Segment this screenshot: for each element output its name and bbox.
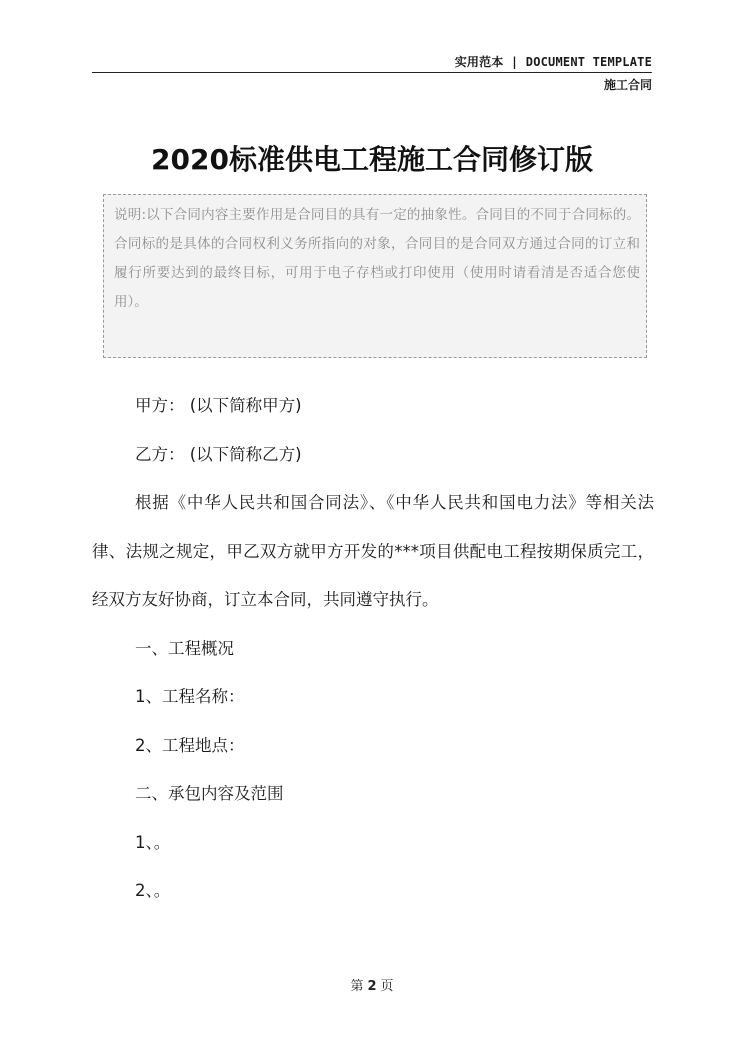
note-box [103,194,647,358]
page-number: 2 [367,979,377,994]
section-2-heading: 二、承包内容及范围 [135,784,284,803]
note-text: 说明:以下合同内容主要作用是合同目的具有一定的抽象性。合同目的不同于合同标的。合同标的是具体的合同权利义务所指向的对象，合同目的是合同双方通过合同的订立和履行所要达到的最终目标，可用于电子存档或打印使用（使用时请看清是否适合您使用）。 [114,207,640,310]
scope-item-2: 2、。 [135,881,171,900]
header-brand-label: 实用范本 | DOCUMENT TEMPLATE [454,55,652,69]
contract-body [92,382,654,916]
page-prefix: 第 [350,979,364,994]
header-divider [92,72,652,73]
page-footer [0,975,744,994]
page-suffix: 页 [380,979,394,994]
document-title: 2020标准供电工程施工合同修订版 [151,143,593,176]
scope-item-1: 1、。 [135,832,171,852]
project-location-item: 2、工程地点： [135,735,245,755]
header-category-label: 施工合同 [603,78,652,92]
party-a-line: 甲方： (以下简称甲方) [135,396,302,415]
preamble-paragraph: 根据《中华人民共和国合同法》、《中华人民共和国电力法》等相关法律、法规之规定，甲乙双方就甲方开发的***项目供配电工程按期保质完工，经双方友好协商，订立本合同，共同遵守执行。 [92,493,654,609]
project-name-item: 1、工程名称： [135,687,245,706]
party-b-line: 乙方： (以下简称乙方) [135,444,302,464]
section-1-heading: 一、工程概况 [135,638,234,658]
